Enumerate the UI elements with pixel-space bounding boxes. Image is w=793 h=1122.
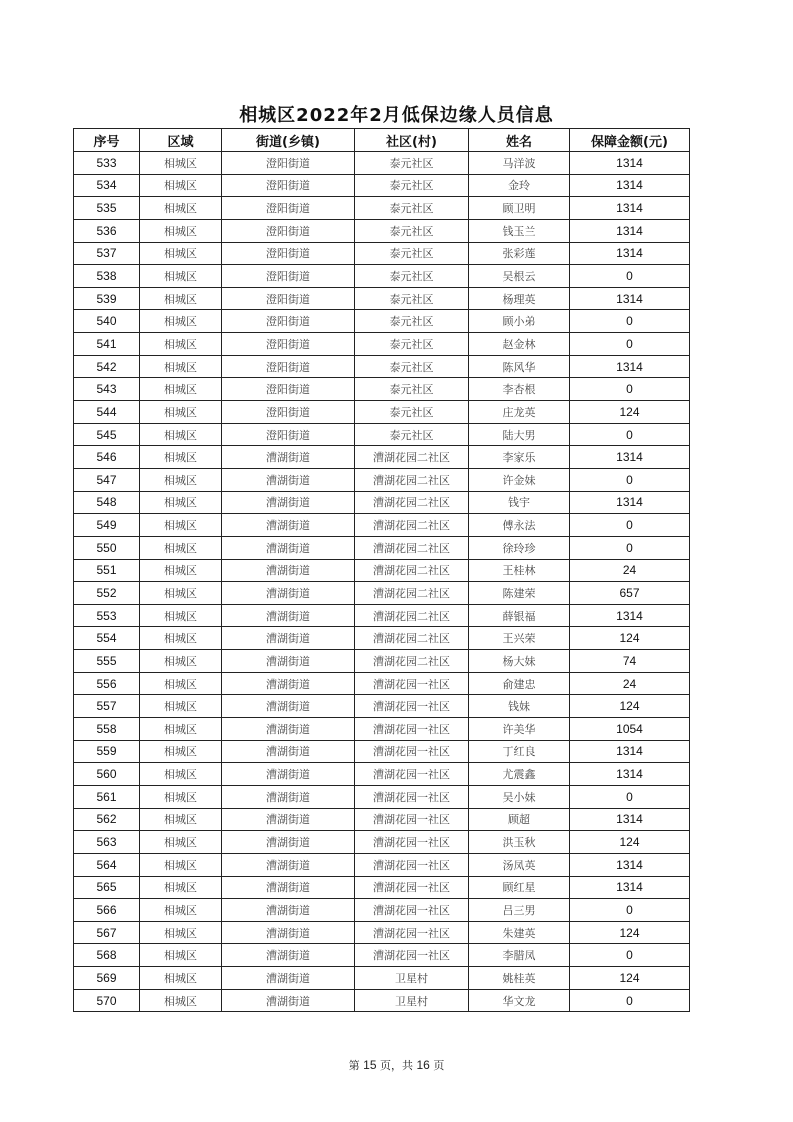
cell-street: 澄阳街道 — [222, 197, 355, 220]
cell-street: 漕湖街道 — [222, 831, 355, 854]
cell-region: 相城区 — [140, 514, 222, 537]
cell-region: 相城区 — [140, 310, 222, 333]
cell-index: 565 — [74, 876, 140, 899]
cell-region: 相城区 — [140, 446, 222, 469]
cell-street: 漕湖街道 — [222, 695, 355, 718]
cell-street: 漕湖街道 — [222, 808, 355, 831]
table-row — [74, 944, 690, 967]
cell-amount: 0 — [570, 514, 690, 537]
cell-name: 朱建英 — [469, 921, 570, 944]
table-row — [74, 967, 690, 990]
cell-amount: 1314 — [570, 446, 690, 469]
cell-region: 相城区 — [140, 219, 222, 242]
cell-amount: 0 — [570, 310, 690, 333]
cell-street: 漕湖街道 — [222, 627, 355, 650]
cell-region: 相城区 — [140, 265, 222, 288]
cell-name: 华文龙 — [469, 989, 570, 1012]
cell-region: 相城区 — [140, 808, 222, 831]
cell-street: 漕湖街道 — [222, 899, 355, 922]
table-row — [74, 831, 690, 854]
cell-region: 相城区 — [140, 378, 222, 401]
cell-amount: 0 — [570, 468, 690, 491]
cell-index: 554 — [74, 627, 140, 650]
cell-index: 557 — [74, 695, 140, 718]
cell-index: 540 — [74, 310, 140, 333]
cell-amount: 124 — [570, 695, 690, 718]
cell-amount: 1314 — [570, 491, 690, 514]
cell-community: 漕湖花园一社区 — [355, 672, 469, 695]
table-row — [74, 627, 690, 650]
header-amount: 保障金额(元) — [570, 129, 690, 152]
cell-amount: 124 — [570, 921, 690, 944]
cell-amount: 1314 — [570, 763, 690, 786]
cell-index: 551 — [74, 559, 140, 582]
cell-name: 陆大男 — [469, 423, 570, 446]
cell-street: 漕湖街道 — [222, 582, 355, 605]
table-row — [74, 695, 690, 718]
cell-community: 泰元社区 — [355, 423, 469, 446]
header-community: 社区(村) — [355, 129, 469, 152]
table-row — [74, 536, 690, 559]
cell-community: 泰元社区 — [355, 197, 469, 220]
cell-region: 相城区 — [140, 763, 222, 786]
cell-name: 李家乐 — [469, 446, 570, 469]
cell-community: 漕湖花园一社区 — [355, 876, 469, 899]
cell-amount: 1314 — [570, 876, 690, 899]
cell-community: 泰元社区 — [355, 378, 469, 401]
cell-amount: 1314 — [570, 152, 690, 175]
cell-index: 536 — [74, 219, 140, 242]
cell-name: 徐玲珍 — [469, 536, 570, 559]
cell-street: 澄阳街道 — [222, 287, 355, 310]
cell-index: 541 — [74, 333, 140, 356]
cell-street: 澄阳街道 — [222, 378, 355, 401]
cell-street: 漕湖街道 — [222, 876, 355, 899]
table-row — [74, 174, 690, 197]
cell-index: 558 — [74, 718, 140, 741]
cell-community: 漕湖花园一社区 — [355, 740, 469, 763]
cell-street: 漕湖街道 — [222, 763, 355, 786]
cell-name: 许美华 — [469, 718, 570, 741]
cell-index: 560 — [74, 763, 140, 786]
cell-index: 569 — [74, 967, 140, 990]
cell-street: 澄阳街道 — [222, 242, 355, 265]
cell-community: 漕湖花园一社区 — [355, 853, 469, 876]
cell-region: 相城区 — [140, 989, 222, 1012]
cell-community: 漕湖花园一社区 — [355, 718, 469, 741]
cell-street: 澄阳街道 — [222, 333, 355, 356]
cell-name: 吴根云 — [469, 265, 570, 288]
cell-amount: 1314 — [570, 242, 690, 265]
cell-street: 漕湖街道 — [222, 921, 355, 944]
cell-amount: 24 — [570, 672, 690, 695]
cell-name: 李腊凤 — [469, 944, 570, 967]
cell-street: 漕湖街道 — [222, 468, 355, 491]
table-row — [74, 808, 690, 831]
cell-community: 泰元社区 — [355, 265, 469, 288]
cell-index: 570 — [74, 989, 140, 1012]
cell-street: 漕湖街道 — [222, 604, 355, 627]
cell-region: 相城区 — [140, 672, 222, 695]
current-page-number: 15 — [363, 1058, 377, 1072]
cell-amount: 0 — [570, 989, 690, 1012]
cell-region: 相城区 — [140, 491, 222, 514]
cell-amount: 1314 — [570, 287, 690, 310]
total-page-number: 16 — [416, 1058, 430, 1072]
cell-region: 相城区 — [140, 468, 222, 491]
cell-region: 相城区 — [140, 876, 222, 899]
table-row — [74, 899, 690, 922]
cell-amount: 74 — [570, 650, 690, 673]
cell-index: 564 — [74, 853, 140, 876]
cell-name: 尤震鑫 — [469, 763, 570, 786]
table-row — [74, 333, 690, 356]
table-row — [74, 718, 690, 741]
cell-name: 顾小弟 — [469, 310, 570, 333]
cell-community: 漕湖花园二社区 — [355, 446, 469, 469]
cell-amount: 0 — [570, 536, 690, 559]
cell-region: 相城区 — [140, 401, 222, 424]
cell-name: 俞建忠 — [469, 672, 570, 695]
cell-name: 许金妹 — [469, 468, 570, 491]
cell-street: 漕湖街道 — [222, 514, 355, 537]
cell-index: 534 — [74, 174, 140, 197]
cell-community: 漕湖花园一社区 — [355, 808, 469, 831]
cell-community: 泰元社区 — [355, 287, 469, 310]
cell-region: 相城区 — [140, 718, 222, 741]
cell-amount: 1314 — [570, 604, 690, 627]
cell-region: 相城区 — [140, 197, 222, 220]
cell-community: 卫星村 — [355, 989, 469, 1012]
cell-name: 顾超 — [469, 808, 570, 831]
cell-index: 535 — [74, 197, 140, 220]
cell-name: 汤凤英 — [469, 853, 570, 876]
cell-amount: 124 — [570, 831, 690, 854]
cell-amount: 124 — [570, 627, 690, 650]
cell-name: 张彩莲 — [469, 242, 570, 265]
cell-amount: 657 — [570, 582, 690, 605]
cell-amount: 124 — [570, 967, 690, 990]
table-row — [74, 197, 690, 220]
table-row — [74, 219, 690, 242]
cell-amount: 0 — [570, 333, 690, 356]
cell-region: 相城区 — [140, 740, 222, 763]
cell-index: 549 — [74, 514, 140, 537]
table-row — [74, 604, 690, 627]
cell-amount: 1314 — [570, 197, 690, 220]
cell-street: 漕湖街道 — [222, 944, 355, 967]
cell-region: 相城区 — [140, 831, 222, 854]
cell-amount: 1314 — [570, 740, 690, 763]
cell-street: 澄阳街道 — [222, 219, 355, 242]
cell-community: 漕湖花园二社区 — [355, 468, 469, 491]
cell-name: 钱宇 — [469, 491, 570, 514]
header-index: 序号 — [74, 129, 140, 152]
cell-name: 顾红星 — [469, 876, 570, 899]
table-row — [74, 876, 690, 899]
header-region: 区域 — [140, 129, 222, 152]
cell-name: 丁红良 — [469, 740, 570, 763]
cell-street: 澄阳街道 — [222, 355, 355, 378]
cell-name: 傅永法 — [469, 514, 570, 537]
cell-index: 539 — [74, 287, 140, 310]
cell-region: 相城区 — [140, 650, 222, 673]
cell-region: 相城区 — [140, 695, 222, 718]
cell-region: 相城区 — [140, 604, 222, 627]
cell-index: 550 — [74, 536, 140, 559]
header-street: 街道(乡镇) — [222, 129, 355, 152]
table-row — [74, 446, 690, 469]
table-row — [74, 989, 690, 1012]
cell-amount: 1314 — [570, 853, 690, 876]
cell-region: 相城区 — [140, 921, 222, 944]
cell-community: 漕湖花园二社区 — [355, 559, 469, 582]
cell-index: 566 — [74, 899, 140, 922]
cell-index: 544 — [74, 401, 140, 424]
table-row — [74, 468, 690, 491]
table-row — [74, 785, 690, 808]
cell-name: 王兴荣 — [469, 627, 570, 650]
cell-street: 澄阳街道 — [222, 310, 355, 333]
table-row — [74, 491, 690, 514]
cell-region: 相城区 — [140, 333, 222, 356]
cell-amount: 0 — [570, 378, 690, 401]
cell-name: 顾卫明 — [469, 197, 570, 220]
footer-prefix: 第 — [348, 1059, 360, 1072]
page-footer — [0, 1057, 793, 1073]
table-row — [74, 378, 690, 401]
cell-index: 561 — [74, 785, 140, 808]
cell-community: 漕湖花园二社区 — [355, 650, 469, 673]
cell-street: 澄阳街道 — [222, 152, 355, 175]
table-header-row — [74, 129, 690, 152]
cell-index: 555 — [74, 650, 140, 673]
table-row — [74, 672, 690, 695]
table-row — [74, 514, 690, 537]
cell-index: 548 — [74, 491, 140, 514]
cell-street: 漕湖街道 — [222, 446, 355, 469]
table-row — [74, 310, 690, 333]
cell-region: 相城区 — [140, 174, 222, 197]
cell-region: 相城区 — [140, 967, 222, 990]
cell-street: 漕湖街道 — [222, 853, 355, 876]
cell-name: 陈建荣 — [469, 582, 570, 605]
cell-index: 568 — [74, 944, 140, 967]
cell-community: 漕湖花园一社区 — [355, 921, 469, 944]
cell-index: 562 — [74, 808, 140, 831]
document-title: 相城区2022年2月低保边缘人员信息 — [239, 105, 554, 126]
cell-name: 吴小妹 — [469, 785, 570, 808]
cell-amount: 24 — [570, 559, 690, 582]
cell-index: 533 — [74, 152, 140, 175]
cell-region: 相城区 — [140, 152, 222, 175]
cell-name: 王桂林 — [469, 559, 570, 582]
cell-amount: 1314 — [570, 355, 690, 378]
cell-street: 漕湖街道 — [222, 491, 355, 514]
table-row — [74, 401, 690, 424]
table-row — [74, 265, 690, 288]
cell-street: 漕湖街道 — [222, 718, 355, 741]
cell-community: 漕湖花园二社区 — [355, 627, 469, 650]
cell-street: 漕湖街道 — [222, 785, 355, 808]
table-row — [74, 559, 690, 582]
cell-index: 567 — [74, 921, 140, 944]
cell-index: 543 — [74, 378, 140, 401]
cell-region: 相城区 — [140, 944, 222, 967]
cell-name: 杨大妹 — [469, 650, 570, 673]
cell-street: 漕湖街道 — [222, 967, 355, 990]
cell-index: 559 — [74, 740, 140, 763]
cell-street: 漕湖街道 — [222, 559, 355, 582]
cell-community: 卫星村 — [355, 967, 469, 990]
cell-index: 545 — [74, 423, 140, 446]
cell-amount: 1054 — [570, 718, 690, 741]
cell-name: 杨理英 — [469, 287, 570, 310]
cell-index: 563 — [74, 831, 140, 854]
cell-region: 相城区 — [140, 287, 222, 310]
cell-name: 钱玉兰 — [469, 219, 570, 242]
footer-middle: 页，共 — [380, 1059, 413, 1072]
table-row — [74, 242, 690, 265]
cell-region: 相城区 — [140, 627, 222, 650]
cell-amount: 1314 — [570, 808, 690, 831]
cell-name: 金玲 — [469, 174, 570, 197]
cell-region: 相城区 — [140, 536, 222, 559]
cell-street: 澄阳街道 — [222, 401, 355, 424]
cell-name: 赵金林 — [469, 333, 570, 356]
table-row — [74, 740, 690, 763]
cell-index: 537 — [74, 242, 140, 265]
cell-amount: 0 — [570, 785, 690, 808]
cell-community: 漕湖花园二社区 — [355, 604, 469, 627]
cell-index: 552 — [74, 582, 140, 605]
cell-community: 泰元社区 — [355, 174, 469, 197]
table-row — [74, 287, 690, 310]
cell-street: 漕湖街道 — [222, 536, 355, 559]
cell-community: 漕湖花园一社区 — [355, 831, 469, 854]
footer-suffix: 页 — [433, 1059, 445, 1072]
cell-index: 556 — [74, 672, 140, 695]
header-name: 姓名 — [469, 129, 570, 152]
cell-name: 吕三男 — [469, 899, 570, 922]
cell-community: 泰元社区 — [355, 310, 469, 333]
cell-region: 相城区 — [140, 355, 222, 378]
table-body — [74, 152, 690, 1012]
cell-community: 泰元社区 — [355, 219, 469, 242]
table-row — [74, 853, 690, 876]
cell-community: 泰元社区 — [355, 152, 469, 175]
cell-street: 漕湖街道 — [222, 740, 355, 763]
cell-street: 澄阳街道 — [222, 265, 355, 288]
cell-street: 澄阳街道 — [222, 423, 355, 446]
cell-region: 相城区 — [140, 242, 222, 265]
cell-amount: 124 — [570, 401, 690, 424]
cell-community: 漕湖花园一社区 — [355, 899, 469, 922]
cell-name: 庄龙英 — [469, 401, 570, 424]
cell-community: 漕湖花园二社区 — [355, 514, 469, 537]
cell-amount: 0 — [570, 423, 690, 446]
cell-street: 漕湖街道 — [222, 650, 355, 673]
cell-community: 泰元社区 — [355, 333, 469, 356]
cell-region: 相城区 — [140, 853, 222, 876]
table-row — [74, 763, 690, 786]
cell-region: 相城区 — [140, 582, 222, 605]
cell-street: 漕湖街道 — [222, 989, 355, 1012]
cell-amount: 0 — [570, 944, 690, 967]
cell-index: 542 — [74, 355, 140, 378]
cell-amount: 1314 — [570, 219, 690, 242]
cell-name: 姚桂英 — [469, 967, 570, 990]
cell-community: 漕湖花园一社区 — [355, 763, 469, 786]
table-row — [74, 355, 690, 378]
cell-name: 陈风华 — [469, 355, 570, 378]
cell-street: 漕湖街道 — [222, 672, 355, 695]
cell-community: 漕湖花园一社区 — [355, 785, 469, 808]
cell-amount: 1314 — [570, 174, 690, 197]
cell-community: 泰元社区 — [355, 242, 469, 265]
cell-index: 546 — [74, 446, 140, 469]
cell-name: 李杏根 — [469, 378, 570, 401]
cell-name: 钱妹 — [469, 695, 570, 718]
cell-community: 漕湖花园一社区 — [355, 695, 469, 718]
cell-amount: 0 — [570, 265, 690, 288]
cell-name: 薛银福 — [469, 604, 570, 627]
cell-community: 泰元社区 — [355, 401, 469, 424]
cell-name: 洪玉秋 — [469, 831, 570, 854]
cell-index: 547 — [74, 468, 140, 491]
cell-name: 马洋波 — [469, 152, 570, 175]
cell-community: 漕湖花园二社区 — [355, 536, 469, 559]
cell-index: 553 — [74, 604, 140, 627]
cell-street: 澄阳街道 — [222, 174, 355, 197]
cell-region: 相城区 — [140, 899, 222, 922]
cell-community: 漕湖花园二社区 — [355, 582, 469, 605]
cell-amount: 0 — [570, 899, 690, 922]
table-row — [74, 423, 690, 446]
table-row — [74, 152, 690, 175]
cell-community: 泰元社区 — [355, 355, 469, 378]
table-row — [74, 582, 690, 605]
cell-community: 漕湖花园一社区 — [355, 944, 469, 967]
data-table — [73, 128, 690, 1012]
cell-community: 漕湖花园二社区 — [355, 491, 469, 514]
table-row — [74, 921, 690, 944]
cell-region: 相城区 — [140, 559, 222, 582]
cell-region: 相城区 — [140, 423, 222, 446]
table-row — [74, 650, 690, 673]
cell-index: 538 — [74, 265, 140, 288]
cell-region: 相城区 — [140, 785, 222, 808]
